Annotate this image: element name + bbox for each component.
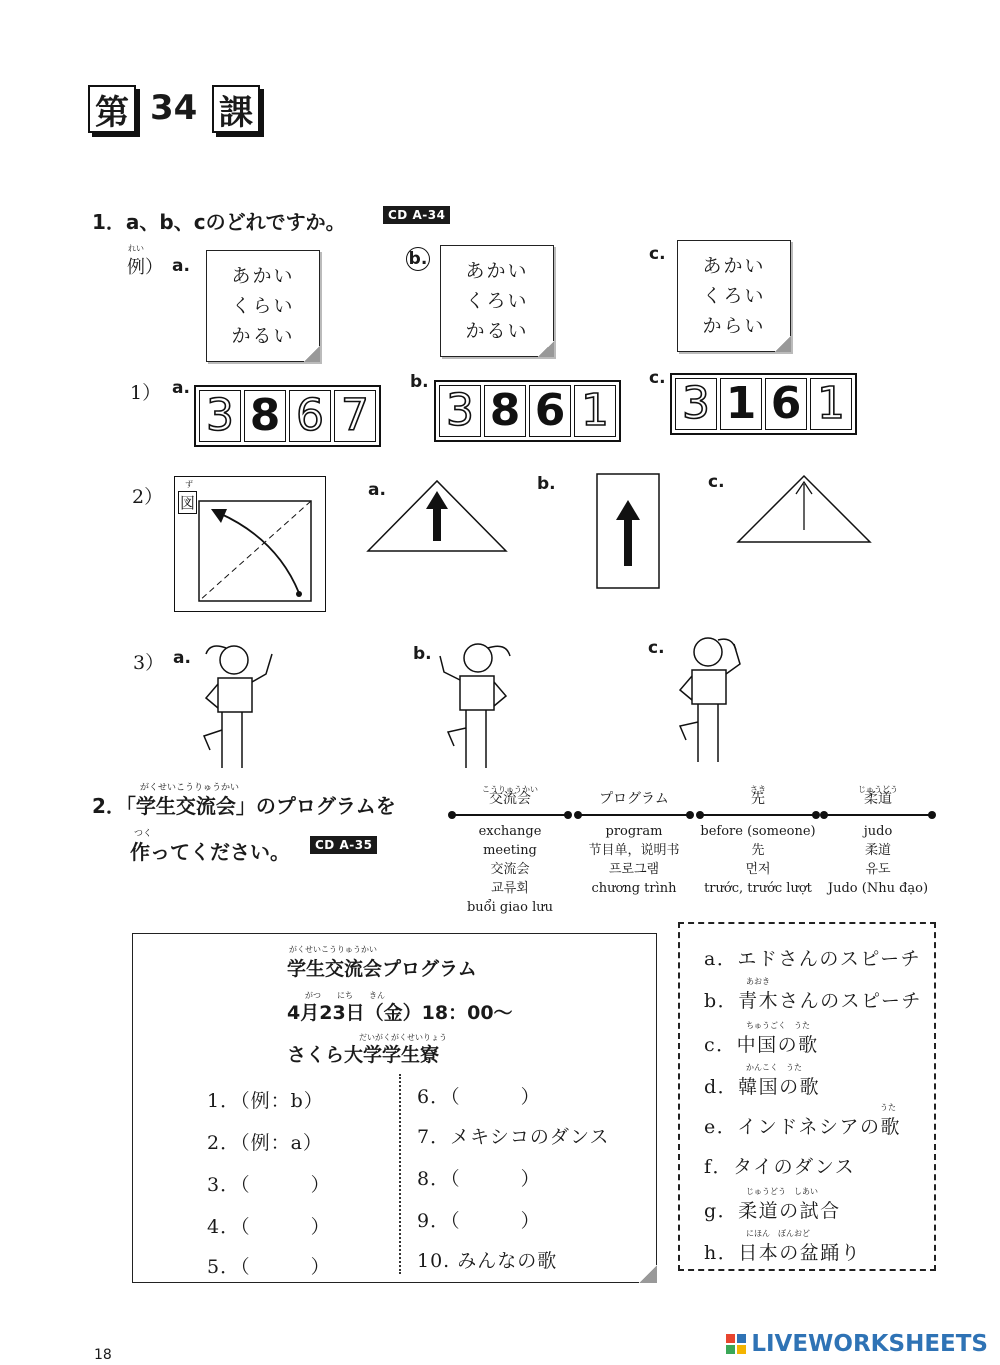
choice-ruby: ちゅうごく うた [746,1021,810,1030]
program-card [132,933,657,1283]
card-a-line3: かるい [231,325,295,347]
vocab-item-judo [824,780,932,898]
liveworksheets-badge-icon [725,1333,747,1355]
section2-heading-ruby: がくせいこうりゅうかい [140,783,240,793]
vocab-korean: 프로그램 [608,862,660,877]
vocab-ruby [578,780,690,790]
card-a-line2: くらい [231,295,295,317]
vocab-chinese: 先 [751,843,765,858]
q1-option-b-label[interactable]: b. [410,372,429,392]
vocab-english: exchange meeting [478,824,542,858]
digit: 8 [244,390,286,442]
q1-option-c-label[interactable]: c. [649,368,666,388]
choice-b[interactable]: b．青木さんのスピーチ [704,990,922,1012]
digit: 8 [484,385,526,437]
choice-h[interactable]: h．日本の盆踊り [704,1242,862,1264]
choice-c[interactable]: c．中国の歌 [704,1034,819,1056]
card-a-line1: あかい [231,265,295,287]
example-option-a-label[interactable]: a. [172,256,190,276]
vocab-english: judo [863,824,893,839]
program-slot-10: 10. みんなの歌 [417,1250,558,1272]
card-b-line3: かるい [465,320,529,342]
example-ruby: れい [128,244,144,253]
program-title: 学生交流会プログラム [287,958,477,980]
card-b-line2: くろい [465,290,529,312]
girl-pose-b-icon[interactable] [434,636,518,772]
choice-d[interactable]: d．韓国の歌 [704,1076,821,1098]
vocab-chinese: 节目单，说明书 [588,843,680,858]
page-fold-icon [639,1265,657,1283]
program-slot-7: 7．メキシコのダンス [417,1126,610,1148]
program-date: 4月23日（金）18：00～ [287,1002,513,1024]
card-c-line2: くろい [702,285,766,307]
program-title-ruby: がくせいこうりゅうかい [289,945,377,954]
cd-badge-1: CD A-34 [383,206,450,224]
program-slot-5[interactable]: 5．（ ） [207,1256,331,1278]
title-char-1: 第 [88,85,136,133]
vocab-item-before [700,780,816,898]
digit: 3 [199,390,241,442]
program-slot-9[interactable]: 9．（ ） [417,1210,541,1232]
vocab-word: 先 [751,791,765,807]
q3-option-a-label[interactable]: a. [173,648,191,668]
vocab-divider [452,814,568,816]
q1-option-b-digits[interactable] [434,380,621,442]
digit: 6 [529,385,571,437]
digit: 3 [439,385,481,437]
vocab-korean: 먼저 [745,862,771,877]
vocab-divider [700,814,816,816]
q1-option-a-digits[interactable] [194,385,381,447]
q2-option-c-label[interactable]: c. [708,472,725,492]
choice-ruby: かんこく うた [746,1063,802,1072]
q3-number: 3） [133,652,165,674]
digit: 1 [720,378,762,430]
girl-pose-a-icon[interactable] [196,640,280,772]
example-card-c[interactable] [677,240,791,352]
choice-e[interactable]: e．インドネシアの歌 [704,1116,902,1138]
q3-option-c-label[interactable]: c. [648,638,665,658]
q2-option-b-label[interactable]: b. [537,474,556,494]
q1-option-a-label[interactable]: a. [172,378,190,398]
example-label: 例） [127,257,163,278]
figure-ruby: ず [185,480,193,489]
program-slot-8[interactable]: 8．（ ） [417,1168,541,1190]
program-slot-4[interactable]: 4．（ ） [207,1216,331,1238]
vocab-item-exchange-meeting [452,780,568,917]
program-place-ruby: だいがくがくせいりょう [359,1033,447,1042]
vocab-english: before (someone) [700,824,816,839]
page-number: 18 [94,1347,112,1363]
page-fold-icon [775,336,791,352]
choice-ruby: うた [880,1103,896,1112]
q3-option-b-label[interactable]: b. [413,644,432,664]
choice-g[interactable]: g．柔道の試合 [704,1200,841,1222]
choice-ruby: あおき [746,977,770,986]
q2-figure-frame [174,476,326,612]
q2-option-a-label[interactable]: a. [368,480,386,500]
vocab-korean: 교류회 [491,881,529,896]
section2-heading-line1: 2．「学生交流会」のプログラムを [92,794,396,818]
vocab-vietnamese: Judo (Nhu đạo) [827,881,929,896]
program-slot-2: 2．（例：a） [207,1132,323,1154]
card-c-line3: からい [702,315,766,337]
vocab-item-program [578,780,690,898]
q2-number: 2） [132,486,164,508]
watermark-text: LIVEWORKSHEETS [751,1331,988,1357]
program-place: さくら大学学生寮 [287,1044,440,1066]
choice-ruby: にほん ぼんおど [746,1229,810,1238]
vocab-divider [578,814,690,816]
girl-pose-c-icon[interactable] [670,630,754,766]
page-fold-icon [538,341,554,357]
choices-list [678,922,936,1271]
program-divider [399,1074,401,1274]
card-c-line1: あかい [702,255,766,277]
figure-label: 図 [178,491,197,514]
digit: 1 [574,385,616,437]
example-option-c-label[interactable]: c. [649,244,666,264]
triangle-thin-arrow-icon[interactable] [734,470,874,546]
vocab-vietnamese: chương trình [591,881,677,896]
vocab-vietnamese: trước, trước lượt [704,881,812,896]
choice-f[interactable]: f．タイのダンス [704,1156,856,1178]
example-card-a[interactable] [206,250,320,362]
vocab-chinese: 交流会 [490,862,530,877]
section2-heading-line2: 作ってください。 [130,840,290,864]
vocab-divider [824,814,932,816]
title-char-3: 課 [212,85,260,133]
vocab-ruby: さき [750,785,766,794]
vocab-word: 柔道 [864,791,892,807]
vocab-english: program [605,824,663,839]
liveworksheets-logo [725,1331,988,1357]
digit: 7 [334,390,376,442]
q1-number: 1） [130,382,162,404]
digit: 6 [289,390,331,442]
vocab-chinese: 柔道 [864,843,891,858]
program-slot-3[interactable]: 3．（ ） [207,1174,331,1196]
vocab-korean: 유도 [865,862,891,877]
triangle-thick-arrow-icon[interactable] [364,475,510,555]
digit: 3 [675,378,717,430]
vocab-word: 交流会 [489,791,531,807]
program-slot-1: 1．（例：b） [207,1090,324,1112]
title-number: 34 [150,88,198,128]
section2-heading-line2-ruby: つく [134,829,153,839]
example-option-b-label[interactable]: b. [406,247,430,271]
choice-a[interactable]: a．エドさんのスピーチ [704,948,922,970]
page-fold-icon [304,346,320,362]
card-b-line1: あかい [465,260,529,282]
folded-arrow-diagram-icon [197,499,315,605]
digit: 1 [810,378,852,430]
program-slot-6[interactable]: 6．（ ） [417,1086,541,1108]
program-date-ruby: がつ にち きん [305,991,385,1000]
vocab-vietnamese: buổi giao lưu [466,900,554,915]
choice-ruby: じゅうどう しあい [746,1187,818,1196]
vocab-ruby: じゅうどう [858,785,898,794]
example-card-b[interactable] [440,245,554,357]
cd-badge-2: CD A-35 [310,836,377,854]
vocab-ruby: こうりゅうかい [482,785,538,794]
q1-option-c-digits[interactable] [670,373,857,435]
digit: 6 [765,378,807,430]
section1-heading: 1．a、b、cのどれですか。 [92,210,346,234]
rectangle-arrow-icon[interactable] [595,472,661,590]
vocab-word: プログラム [599,791,669,807]
